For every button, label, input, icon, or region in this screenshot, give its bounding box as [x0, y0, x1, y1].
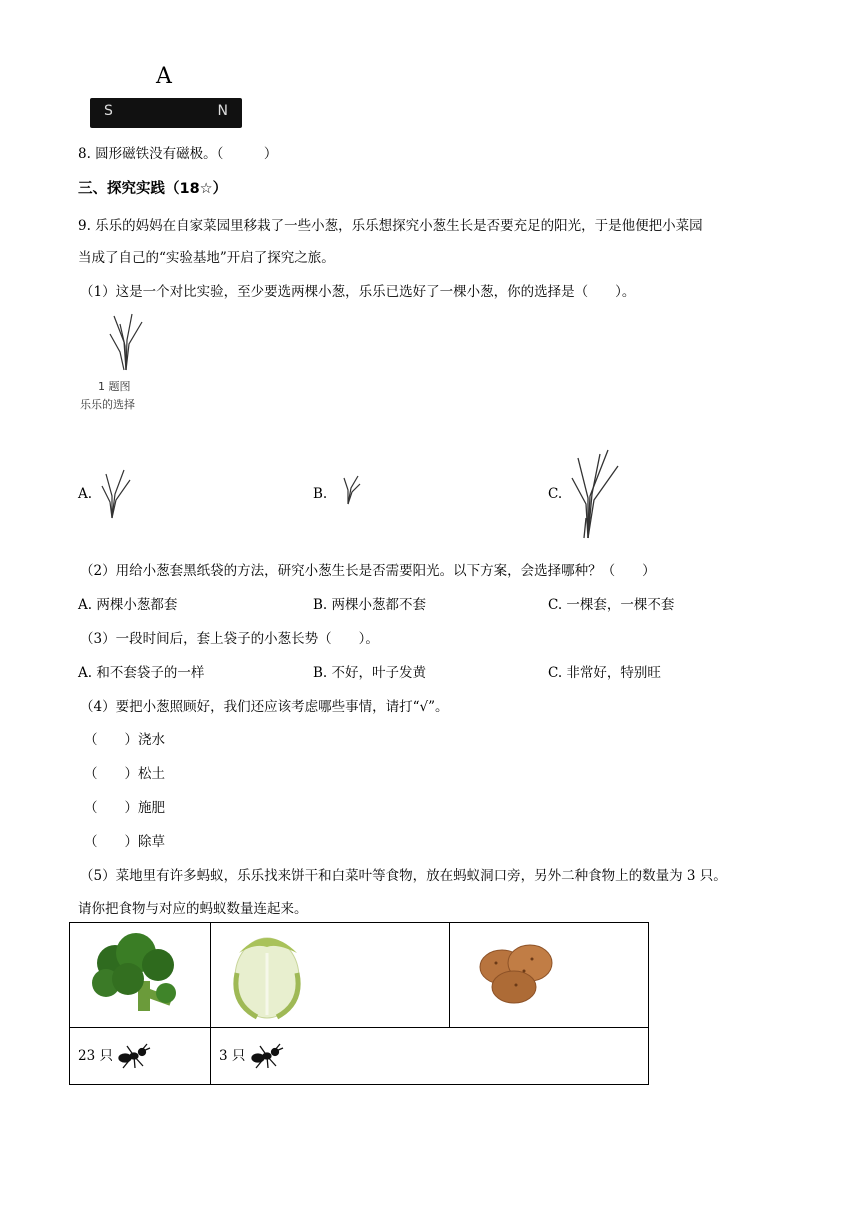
ant-count-23: 23 只 [78, 1047, 113, 1064]
sub1-option-c-label: C. [548, 486, 563, 502]
sub1-option-b-label: B. [313, 486, 328, 502]
sub3-option-b: B. 不好，叶子发黄 [313, 665, 427, 681]
sub3-option-a: A. 和不套袋子的一样 [78, 665, 205, 681]
lele-choice-figure [78, 312, 168, 422]
scallion-option-b-icon [340, 474, 364, 506]
broccoli-icon [70, 923, 210, 1023]
question-9-line-1: 9. 乐乐的妈妈在自家菜园里移栽了一些小葱，乐乐想探究小葱生长是否要充足的阳光，于是他便把小菜园 [78, 218, 703, 234]
magnet-left-pole-mark: S [104, 103, 113, 119]
question-9-line-2: 当成了自己的“实验基地”开启了探究之旅。 [78, 250, 335, 266]
sub2-option-b: B. 两棵小葱都不套 [313, 597, 427, 613]
magnet-right-pole-mark: N [217, 103, 228, 119]
question-9-sub-2: （2）用给小葱套黑纸袋的方法，研究小葱生长是否需要阳光。以下方案，会选择哪种？（ ） [80, 563, 656, 579]
ant-count-cell-1 [70, 1028, 211, 1085]
question-9-sub-1: （1）这是一个对比实验，至少要选两棵小葱，乐乐已选好了一棵小葱，你的选择是（ ）。 [80, 284, 636, 300]
food-ant-table [69, 922, 649, 1085]
cabbage-cell [211, 923, 450, 1028]
checklist-item-watering: （ ）浇水 [84, 732, 165, 748]
scallion-option-c-icon [568, 448, 624, 540]
sub2-option-a: A. 两棵小葱都套 [78, 597, 178, 613]
question-9-sub-5-line-2: 请你把食物与对应的蚂蚁数量连起来。 [78, 901, 308, 917]
sub2-option-c: C. 一棵套，一棵不套 [548, 597, 675, 613]
ant-count-cell-2 [211, 1028, 649, 1085]
figure-caption-label: 乐乐的选择 [80, 398, 135, 411]
sub1-option-a-label: A. [78, 486, 93, 502]
question-9-sub-5-line-1: （5）菜地里有许多蚂蚁，乐乐找来饼干和白菜叶等食物，放在蚂蚁洞口旁，另外二种食物上的数量为 3 只。 [80, 868, 727, 884]
checklist-item-weeding: （ ）除草 [84, 834, 165, 850]
checklist-item-fertilize: （ ）施肥 [84, 800, 165, 816]
section-3-title: 三、探究实践（18☆） [78, 181, 228, 197]
question-9-sub-4: （4）要把小葱照顾好，我们还应该考虑哪些事情，请打“√”。 [80, 699, 449, 715]
ant-count-3: 3 只 [219, 1047, 246, 1064]
question-8: 8. 圆形磁铁没有磁极。（ ） [78, 146, 278, 162]
scallion-icon [96, 312, 156, 372]
sub3-option-c: C. 非常好，特别旺 [548, 665, 661, 681]
cookie-icon [462, 923, 572, 1023]
bar-magnet [90, 98, 242, 128]
checklist-item-loosen-soil: （ ）松土 [84, 766, 165, 782]
figure-caption-number: 1 题图 [98, 380, 131, 393]
scallion-option-a-icon [100, 466, 134, 520]
magnet-figure [88, 62, 248, 132]
ant-icon [250, 1042, 284, 1070]
question-9-sub-3: （3）一段时间后，套上袋子的小葱长势（ ）。 [80, 631, 379, 647]
cabbage-icon [217, 923, 337, 1023]
broccoli-cell [70, 923, 211, 1028]
magnet-figure-label: A [156, 64, 172, 89]
ant-icon [117, 1042, 151, 1070]
cookie-cell [449, 923, 648, 1028]
